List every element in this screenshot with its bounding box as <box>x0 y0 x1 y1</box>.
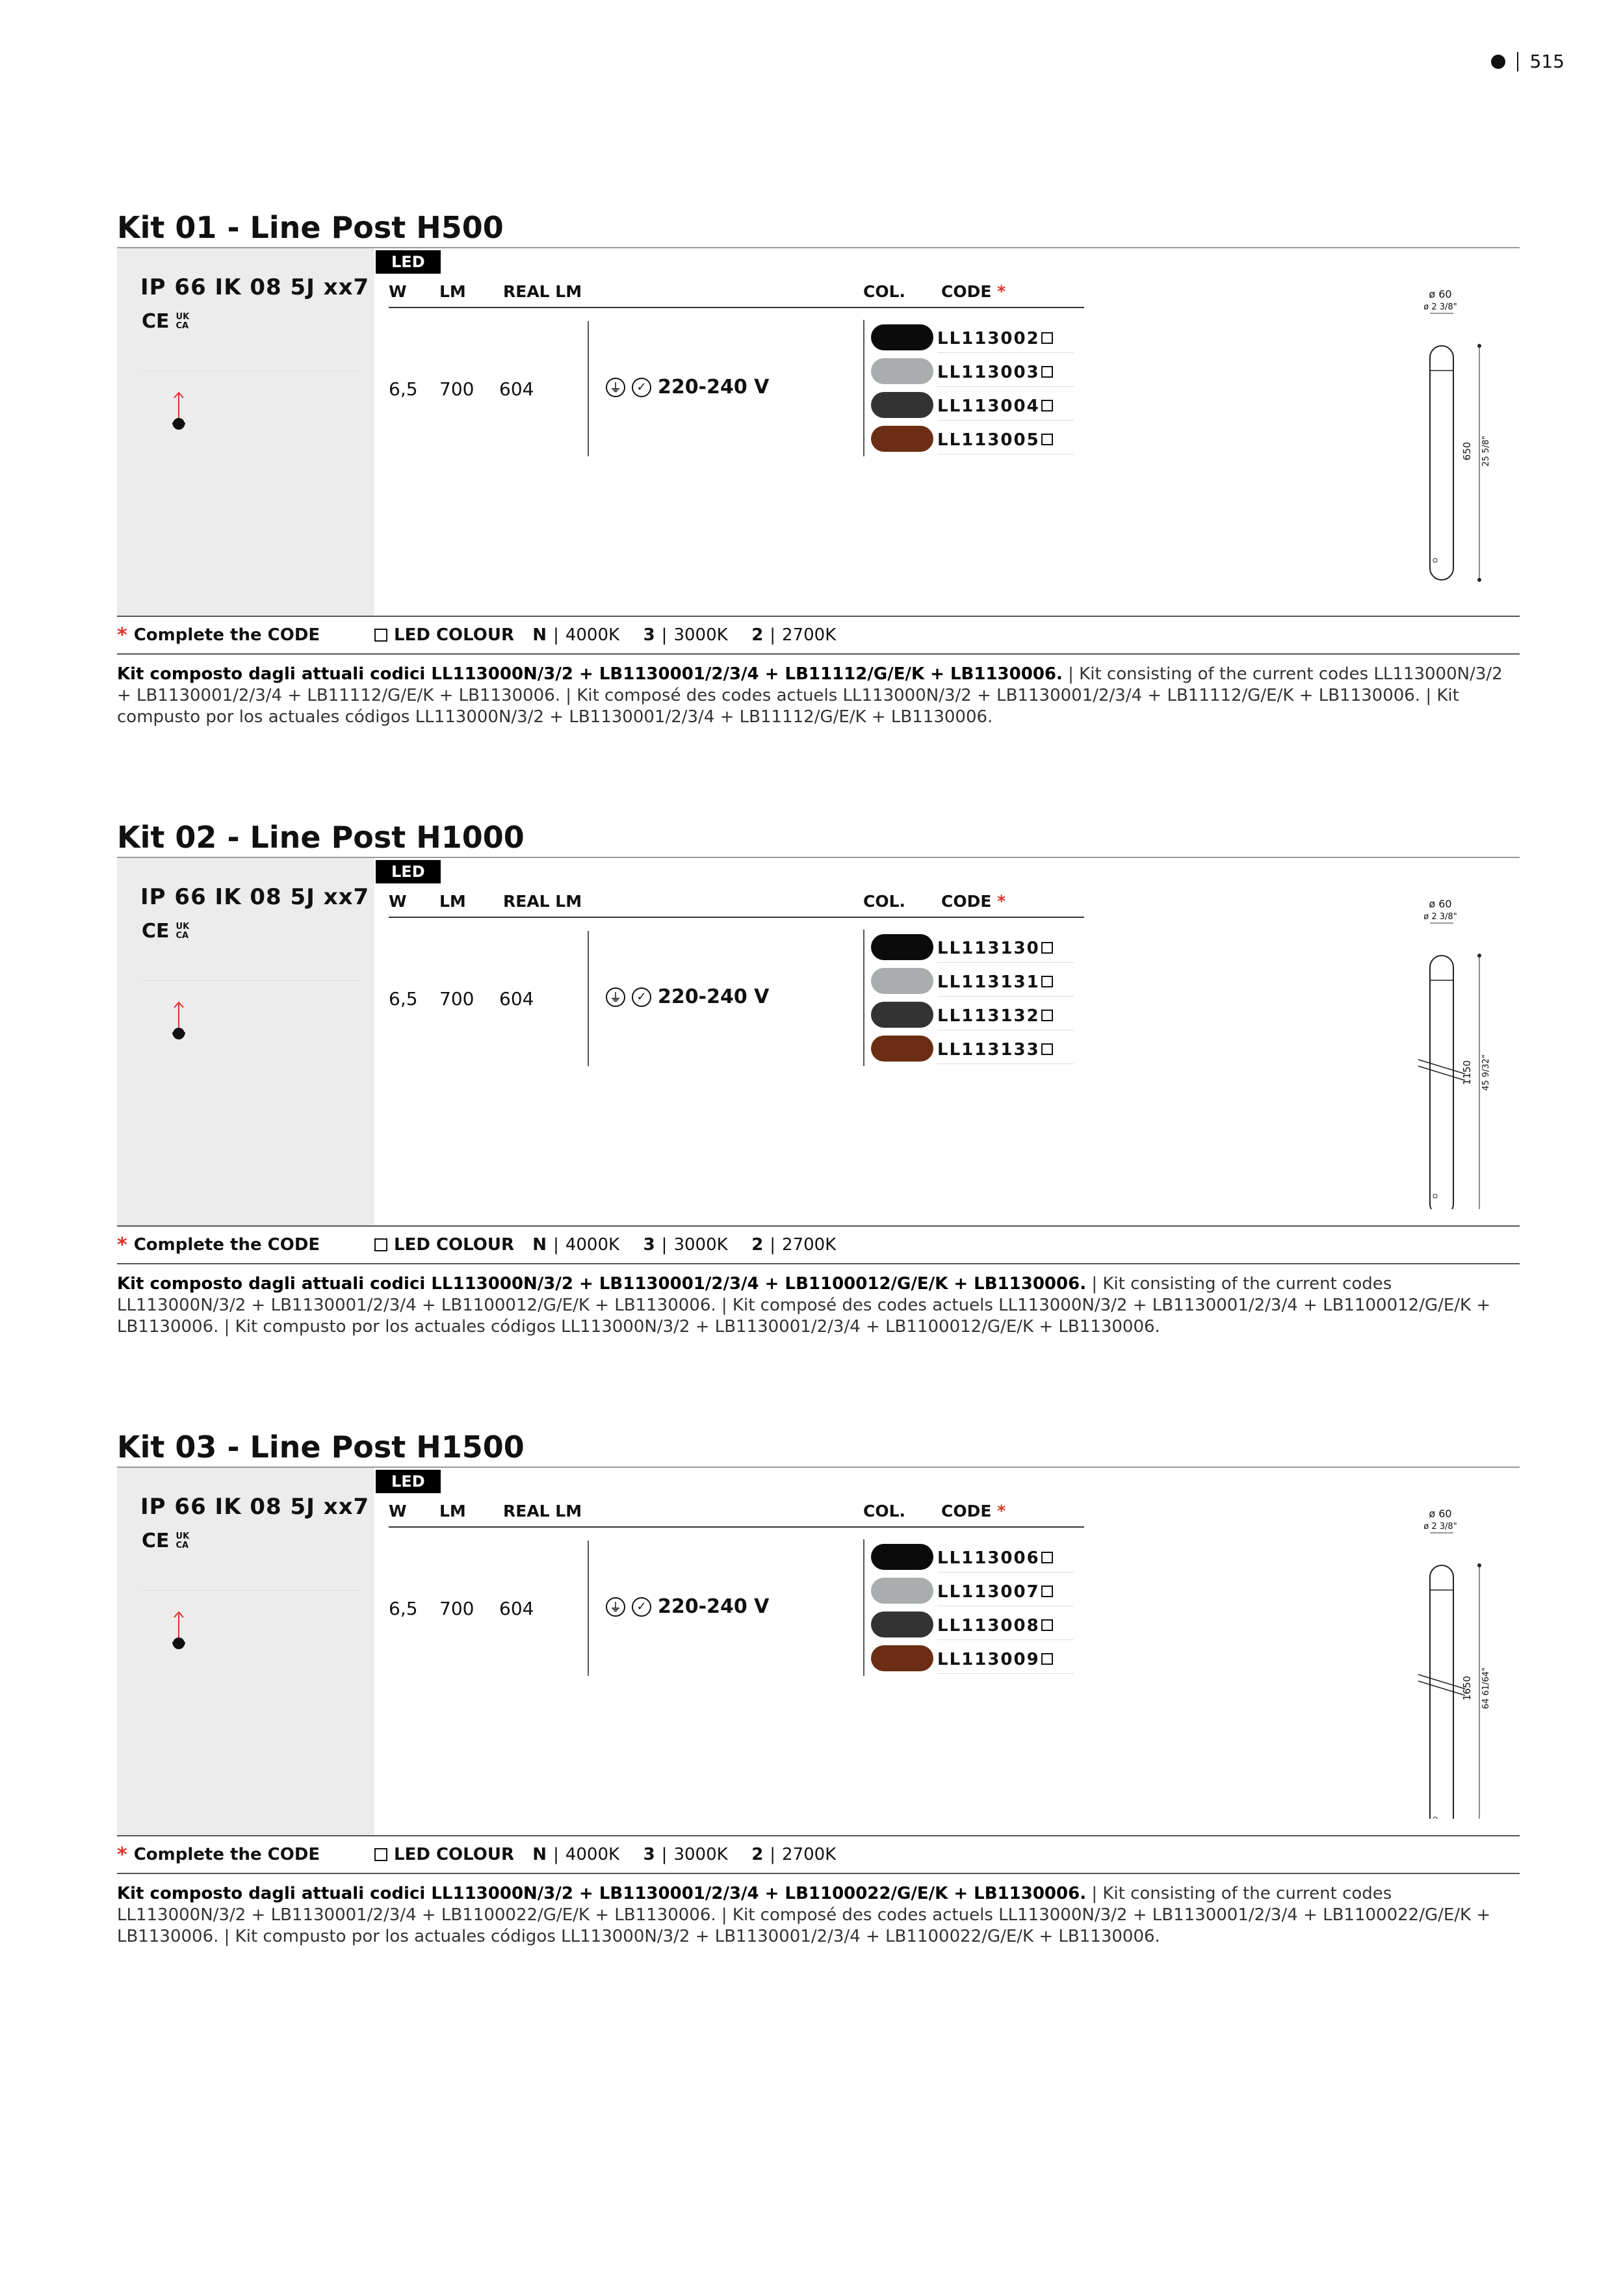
spec-table <box>117 858 1520 1225</box>
screw-mark <box>1433 558 1437 562</box>
value-lm: 700 <box>439 988 474 1010</box>
dimension-end <box>1477 1563 1481 1567</box>
divider <box>389 1526 1084 1528</box>
checkbox-icon <box>1041 942 1053 954</box>
diameter-label: ø 60 <box>1429 898 1452 910</box>
ip-rating: IP 66 IK 08 5J xx7 <box>140 1494 370 1520</box>
star-icon: * <box>117 623 127 647</box>
dimension-drawing <box>1391 1507 1508 1819</box>
spec-sidebar <box>117 858 374 1225</box>
break-line <box>1418 1681 1465 1695</box>
height-label: 650 <box>1461 441 1473 461</box>
colour-swatch <box>871 392 933 418</box>
value-lm: 700 <box>439 1598 474 1619</box>
col-header-col: COL. <box>863 282 906 301</box>
ce-mark: CE <box>142 310 170 333</box>
col-header-col: COL. <box>863 892 906 911</box>
colour-swatch <box>871 358 933 384</box>
voltage <box>606 376 769 398</box>
kit-title: Kit 01 - Line Post H500 <box>117 210 504 245</box>
checkbox-icon <box>1041 434 1053 445</box>
col-header-lm: LM <box>439 892 466 911</box>
checkbox-icon <box>374 1848 387 1861</box>
mounting-direction-icon <box>169 390 188 436</box>
col-header-lm: LM <box>439 282 466 301</box>
earth-ground-icon: ⏚ <box>606 987 625 1007</box>
value-real-lm: 604 <box>499 378 534 400</box>
diameter-inch-label: ø 2 3/8" <box>1423 912 1457 922</box>
dimension-end <box>1477 954 1481 958</box>
spec-table <box>117 248 1520 616</box>
col-header-col: COL. <box>863 1502 906 1520</box>
divider <box>140 1590 361 1591</box>
colour-swatch <box>871 968 933 994</box>
checkbox-icon <box>374 629 387 642</box>
product-code: LL113009 <box>937 1650 1074 1674</box>
voltage <box>606 985 769 1008</box>
product-code: LL113003 <box>937 363 1074 387</box>
diameter-inch-label: ø 2 3/8" <box>1423 302 1457 312</box>
col-header-w: W <box>389 282 407 301</box>
mounting-direction-icon <box>169 1000 188 1045</box>
checkbox-icon <box>1041 1043 1053 1055</box>
earth-ground-icon: ⏚ <box>606 378 625 397</box>
product-code: LL113130 <box>937 939 1074 963</box>
checkbox-icon <box>1041 332 1053 344</box>
post-outline <box>1430 1565 1453 1819</box>
height-inch-label: 64 61/64" <box>1481 1667 1491 1710</box>
star-icon: * <box>117 1843 127 1866</box>
product-code: LL113131 <box>937 972 1074 997</box>
divider <box>389 307 1084 308</box>
page-number-text: 515 <box>1529 51 1565 72</box>
product-code: LL113132 <box>937 1006 1074 1030</box>
spec-sidebar <box>117 248 374 616</box>
col-header-real-lm: REAL LM <box>503 892 582 911</box>
divider <box>588 931 589 1066</box>
col-header-w: W <box>389 892 407 911</box>
product-code: LL113006 <box>937 1548 1074 1572</box>
colour-swatch <box>871 324 933 350</box>
voltage <box>606 1595 769 1618</box>
kit-description: Kit composto dagli attuali codici LL113000N/3/2 + LB1130001/2/3/4 + LB1100012/G/E/K + LB1130006. | Kit consisting of the current codes LL113000N/3/2 + LB1130001/2/3/4 + LB1100012/G/E/K + LB1130006. | Kit composé des codes actuels LL113000N/3/2 + LB1130001/2/3/4 + LB1100012/G/E/K + LB1130006. | Kit compusto por los actuales códigos LL113000N/3/2 + LB1130001/2/3/4 + LB1100012/G/E/K + LB1130006. <box>117 1274 1491 1337</box>
checkmark-icon: ✓ <box>632 1597 651 1617</box>
kit-title: Kit 02 - Line Post H1000 <box>117 820 525 855</box>
checkmark-icon: ✓ <box>632 987 651 1007</box>
spec-sidebar <box>117 1468 374 1835</box>
col-header-code: CODE * <box>941 892 1006 911</box>
checkbox-icon <box>1041 1010 1053 1021</box>
led-tag: LED <box>376 250 441 274</box>
star-icon: * <box>117 1233 127 1257</box>
kit-section <box>117 818 1520 1355</box>
checkbox-icon <box>1041 976 1053 987</box>
height-inch-label: 45 9/32" <box>1481 1054 1491 1091</box>
col-header-w: W <box>389 1502 407 1520</box>
col-header-code: CODE * <box>941 1502 1006 1520</box>
complete-code-label: Complete the CODE <box>133 1845 320 1864</box>
diameter-label: ø 60 <box>1429 1507 1452 1520</box>
colour-swatch <box>871 934 933 960</box>
voltage-text: 220-240 V <box>658 1595 770 1618</box>
col-header-real-lm: REAL LM <box>503 1502 582 1520</box>
diameter-label: ø 60 <box>1429 288 1452 300</box>
certification-marks <box>142 920 189 943</box>
complete-code-label: Complete the CODE <box>133 1235 320 1255</box>
voltage-text: 220-240 V <box>658 985 770 1008</box>
earth-ground-icon: ⏚ <box>606 1597 625 1617</box>
value-w: 6,5 <box>389 988 418 1010</box>
post-outline <box>1430 956 1453 1209</box>
product-code: LL113005 <box>937 430 1074 454</box>
led-tag: LED <box>376 1470 441 1493</box>
led-colour-options: LED COLOUR N | 4000K 3 | 3000K 2 | 2700K <box>374 1235 836 1255</box>
led-tag: LED <box>376 860 441 883</box>
divider <box>140 980 361 981</box>
product-code: LL113007 <box>937 1582 1074 1606</box>
kit-title: Kit 03 - Line Post H1500 <box>117 1429 525 1465</box>
ukca-mark: UK CA <box>175 921 190 941</box>
break-line <box>1418 1675 1465 1689</box>
checkbox-icon <box>1041 1619 1053 1631</box>
ukca-mark: UK CA <box>175 311 190 331</box>
colour-swatch <box>871 426 933 452</box>
code-legend <box>117 616 1520 655</box>
code-legend <box>117 1225 1520 1264</box>
ip-rating: IP 66 IK 08 5J xx7 <box>140 884 370 910</box>
divider <box>588 1541 589 1676</box>
height-inch-label: 25 5/8" <box>1481 436 1491 467</box>
ukca-mark: UK CA <box>175 1531 190 1550</box>
diameter-inch-label: ø 2 3/8" <box>1423 1522 1457 1532</box>
product-code: LL113004 <box>937 397 1074 421</box>
led-colour-options: LED COLOUR N | 4000K 3 | 3000K 2 | 2700K <box>374 625 836 645</box>
height-label: 1650 <box>1461 1675 1473 1701</box>
checkbox-icon <box>1041 400 1053 411</box>
colour-swatch <box>871 1645 933 1671</box>
ce-mark: CE <box>142 920 170 943</box>
divider <box>863 320 864 456</box>
post-outline <box>1430 346 1453 580</box>
value-real-lm: 604 <box>499 988 534 1010</box>
product-code: LL113002 <box>937 329 1074 353</box>
checkbox-icon <box>1041 1653 1053 1665</box>
product-code: LL113008 <box>937 1616 1074 1640</box>
checkbox-icon <box>1041 1585 1053 1597</box>
code-legend <box>117 1835 1520 1874</box>
checkbox-icon <box>374 1238 387 1251</box>
colour-swatch <box>871 1611 933 1637</box>
dimension-drawing <box>1391 287 1508 599</box>
kit-description: Kit composto dagli attuali codici LL113000N/3/2 + LB1130001/2/3/4 + LB1100022/G/E/K + LB1130006. | Kit consisting of the current codes LL113000N/3/2 + LB1130001/2/3/4 + LB1100022/G/E/K + LB1130006. | Kit composé des codes actuels LL113000N/3/2 + LB1130001/2/3/4 + LB1100022/G/E/K + LB1130006. | Kit compusto por los actuales códigos LL113000N/3/2 + LB1130001/2/3/4 + LB1100022/G/E/K + LB1130006. <box>117 1884 1491 1946</box>
kit-section <box>117 208 1520 745</box>
kit-section <box>117 1428 1520 1964</box>
value-lm: 700 <box>439 378 474 400</box>
checkbox-icon <box>1041 1552 1053 1563</box>
value-real-lm: 604 <box>499 1598 534 1619</box>
bullet-icon <box>1491 55 1505 69</box>
spec-table <box>117 1468 1520 1835</box>
divider <box>863 930 864 1066</box>
break-line <box>1418 1066 1465 1080</box>
divider <box>389 917 1084 918</box>
col-header-real-lm: REAL LM <box>503 282 582 301</box>
value-w: 6,5 <box>389 1598 418 1619</box>
break-line <box>1418 1060 1465 1074</box>
page-number <box>1491 51 1565 72</box>
divider <box>863 1539 864 1676</box>
ip-rating: IP 66 IK 08 5J xx7 <box>140 274 370 300</box>
screw-mark <box>1433 1817 1437 1819</box>
col-header-code: CODE * <box>941 282 1006 301</box>
divider <box>588 321 589 456</box>
certification-marks <box>142 310 189 333</box>
kit-description: Kit composto dagli attuali codici LL113000N/3/2 + LB1130001/2/3/4 + LB11112/G/E/K + LB1130006. | Kit consisting of the current codes LL113000N/3/2 + LB1130001/2/3/4 + LB11112/G/E/K + LB1130006. | Kit composé des codes actuels LL113000N/3/2 + LB1130001/2/3/4 + LB11112/G/E/K + LB1130006. | Kit compusto por los actuales códigos LL113000N/3/2 + LB1130001/2/3/4 + LB11112/G/E/K + LB1130006. <box>117 664 1503 727</box>
dimension-drawing <box>1391 897 1508 1209</box>
checkmark-icon: ✓ <box>632 378 651 397</box>
voltage-text: 220-240 V <box>658 376 770 398</box>
colour-swatch <box>871 1578 933 1604</box>
ce-mark: CE <box>142 1530 170 1552</box>
product-code: LL113133 <box>937 1040 1074 1064</box>
colour-swatch <box>871 1002 933 1028</box>
dimension-end <box>1477 578 1481 582</box>
value-w: 6,5 <box>389 378 418 400</box>
divider <box>1517 52 1518 72</box>
certification-marks <box>142 1530 189 1552</box>
colour-swatch <box>871 1544 933 1570</box>
height-label: 1150 <box>1461 1060 1473 1086</box>
screw-mark <box>1433 1194 1437 1198</box>
colour-swatch <box>871 1036 933 1062</box>
mounting-direction-icon <box>169 1610 188 1655</box>
checkbox-icon <box>1041 366 1053 378</box>
led-colour-options: LED COLOUR N | 4000K 3 | 3000K 2 | 2700K <box>374 1845 836 1864</box>
complete-code-label: Complete the CODE <box>133 625 320 645</box>
col-header-lm: LM <box>439 1502 466 1520</box>
dimension-end <box>1477 344 1481 348</box>
